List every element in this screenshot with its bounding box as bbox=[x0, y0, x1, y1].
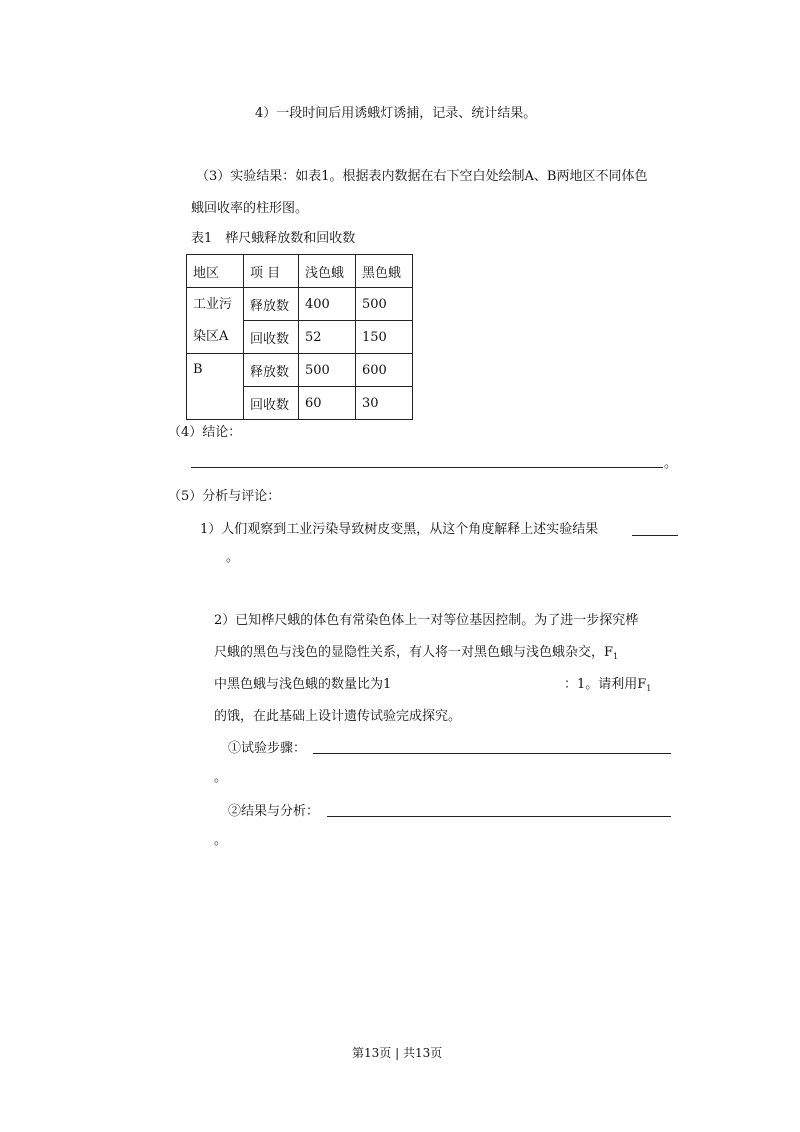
region-a-line1: 工业污 bbox=[193, 296, 233, 312]
result-analysis-answer-line[interactable] bbox=[327, 816, 671, 817]
region-a-cell bbox=[187, 288, 244, 354]
question-2-line1: 2）已知桦尺蛾的体色有常染色体上一对等位基因控制。为了进一步探究桦 bbox=[214, 613, 639, 628]
conclusion-answer-line[interactable] bbox=[191, 467, 663, 468]
region-a-line2: 染区A bbox=[193, 328, 229, 344]
table-cell: 150 bbox=[356, 321, 413, 354]
question-2-line3a: 中黑色蛾与浅色蛾的数量比为1 bbox=[214, 677, 392, 692]
question-2-line4: 的饿，在此基础上设计遗传试验完成探究。 bbox=[214, 709, 462, 724]
steps-answer-line[interactable] bbox=[313, 753, 671, 754]
conclusion-label: （4）结论： bbox=[168, 425, 242, 440]
table-cell: 600 bbox=[356, 354, 413, 387]
table-header-row bbox=[187, 255, 413, 288]
table-cell: 释放数 bbox=[244, 288, 299, 321]
header-light-moth: 浅色蛾 bbox=[299, 255, 356, 288]
result-analysis-end: 。 bbox=[214, 833, 228, 848]
table-cell: 500 bbox=[356, 288, 413, 321]
table-caption: 表1 桦尺蛾释放数和回收数 bbox=[191, 231, 356, 246]
table-cell: 30 bbox=[356, 387, 413, 420]
result-analysis-label: ②结果与分析： bbox=[228, 804, 320, 819]
conclusion-end: 。 bbox=[664, 456, 678, 471]
header-region: 地区 bbox=[187, 255, 244, 288]
moth-release-recapture-table bbox=[186, 254, 413, 420]
analysis-label: （5）分析与评论： bbox=[168, 489, 281, 504]
question-1-answer-line[interactable] bbox=[632, 535, 678, 536]
table-row bbox=[187, 354, 413, 387]
question-1-end: 。 bbox=[226, 550, 240, 565]
header-dark-moth: 黑色蛾 bbox=[356, 255, 413, 288]
table-cell: 400 bbox=[299, 288, 356, 321]
page-footer: 第13页 | 共13页 bbox=[352, 1046, 443, 1060]
result-3-line2: 蛾回收率的柱形图。 bbox=[191, 201, 309, 216]
question-2-line2: 尺蛾的黑色与浅色的显隐性关系，有人将一对黑色蛾与浅色蛾杂交，$F_1$ bbox=[214, 645, 619, 661]
steps-end: 。 bbox=[214, 770, 228, 785]
region-b-cell: B bbox=[187, 354, 244, 420]
table-cell: 回收数 bbox=[244, 321, 299, 354]
header-item: 项 目 bbox=[244, 255, 299, 288]
table-cell: 回收数 bbox=[244, 387, 299, 420]
steps-label: ①试验步骤： bbox=[228, 741, 307, 756]
table-cell: 52 bbox=[299, 321, 356, 354]
table-row bbox=[187, 288, 413, 321]
experiment-step-4: 4）一段时间后用诱蛾灯诱捕，记录、统计结果。 bbox=[255, 106, 537, 121]
table-cell: 60 bbox=[299, 387, 356, 420]
question-1: 1）人们观察到工业污染导致树皮变黑，从这个角度解释上述实验结果 bbox=[200, 522, 599, 537]
table-cell: 500 bbox=[299, 354, 356, 387]
table-cell: 释放数 bbox=[244, 354, 299, 387]
question-2-line3b: ：1。请利用$F_1$ bbox=[564, 677, 652, 693]
result-3-line1: （3）实验结果：如表1。根据表内数据在右下空白处绘制A、B两地区不同体色 bbox=[196, 169, 648, 184]
